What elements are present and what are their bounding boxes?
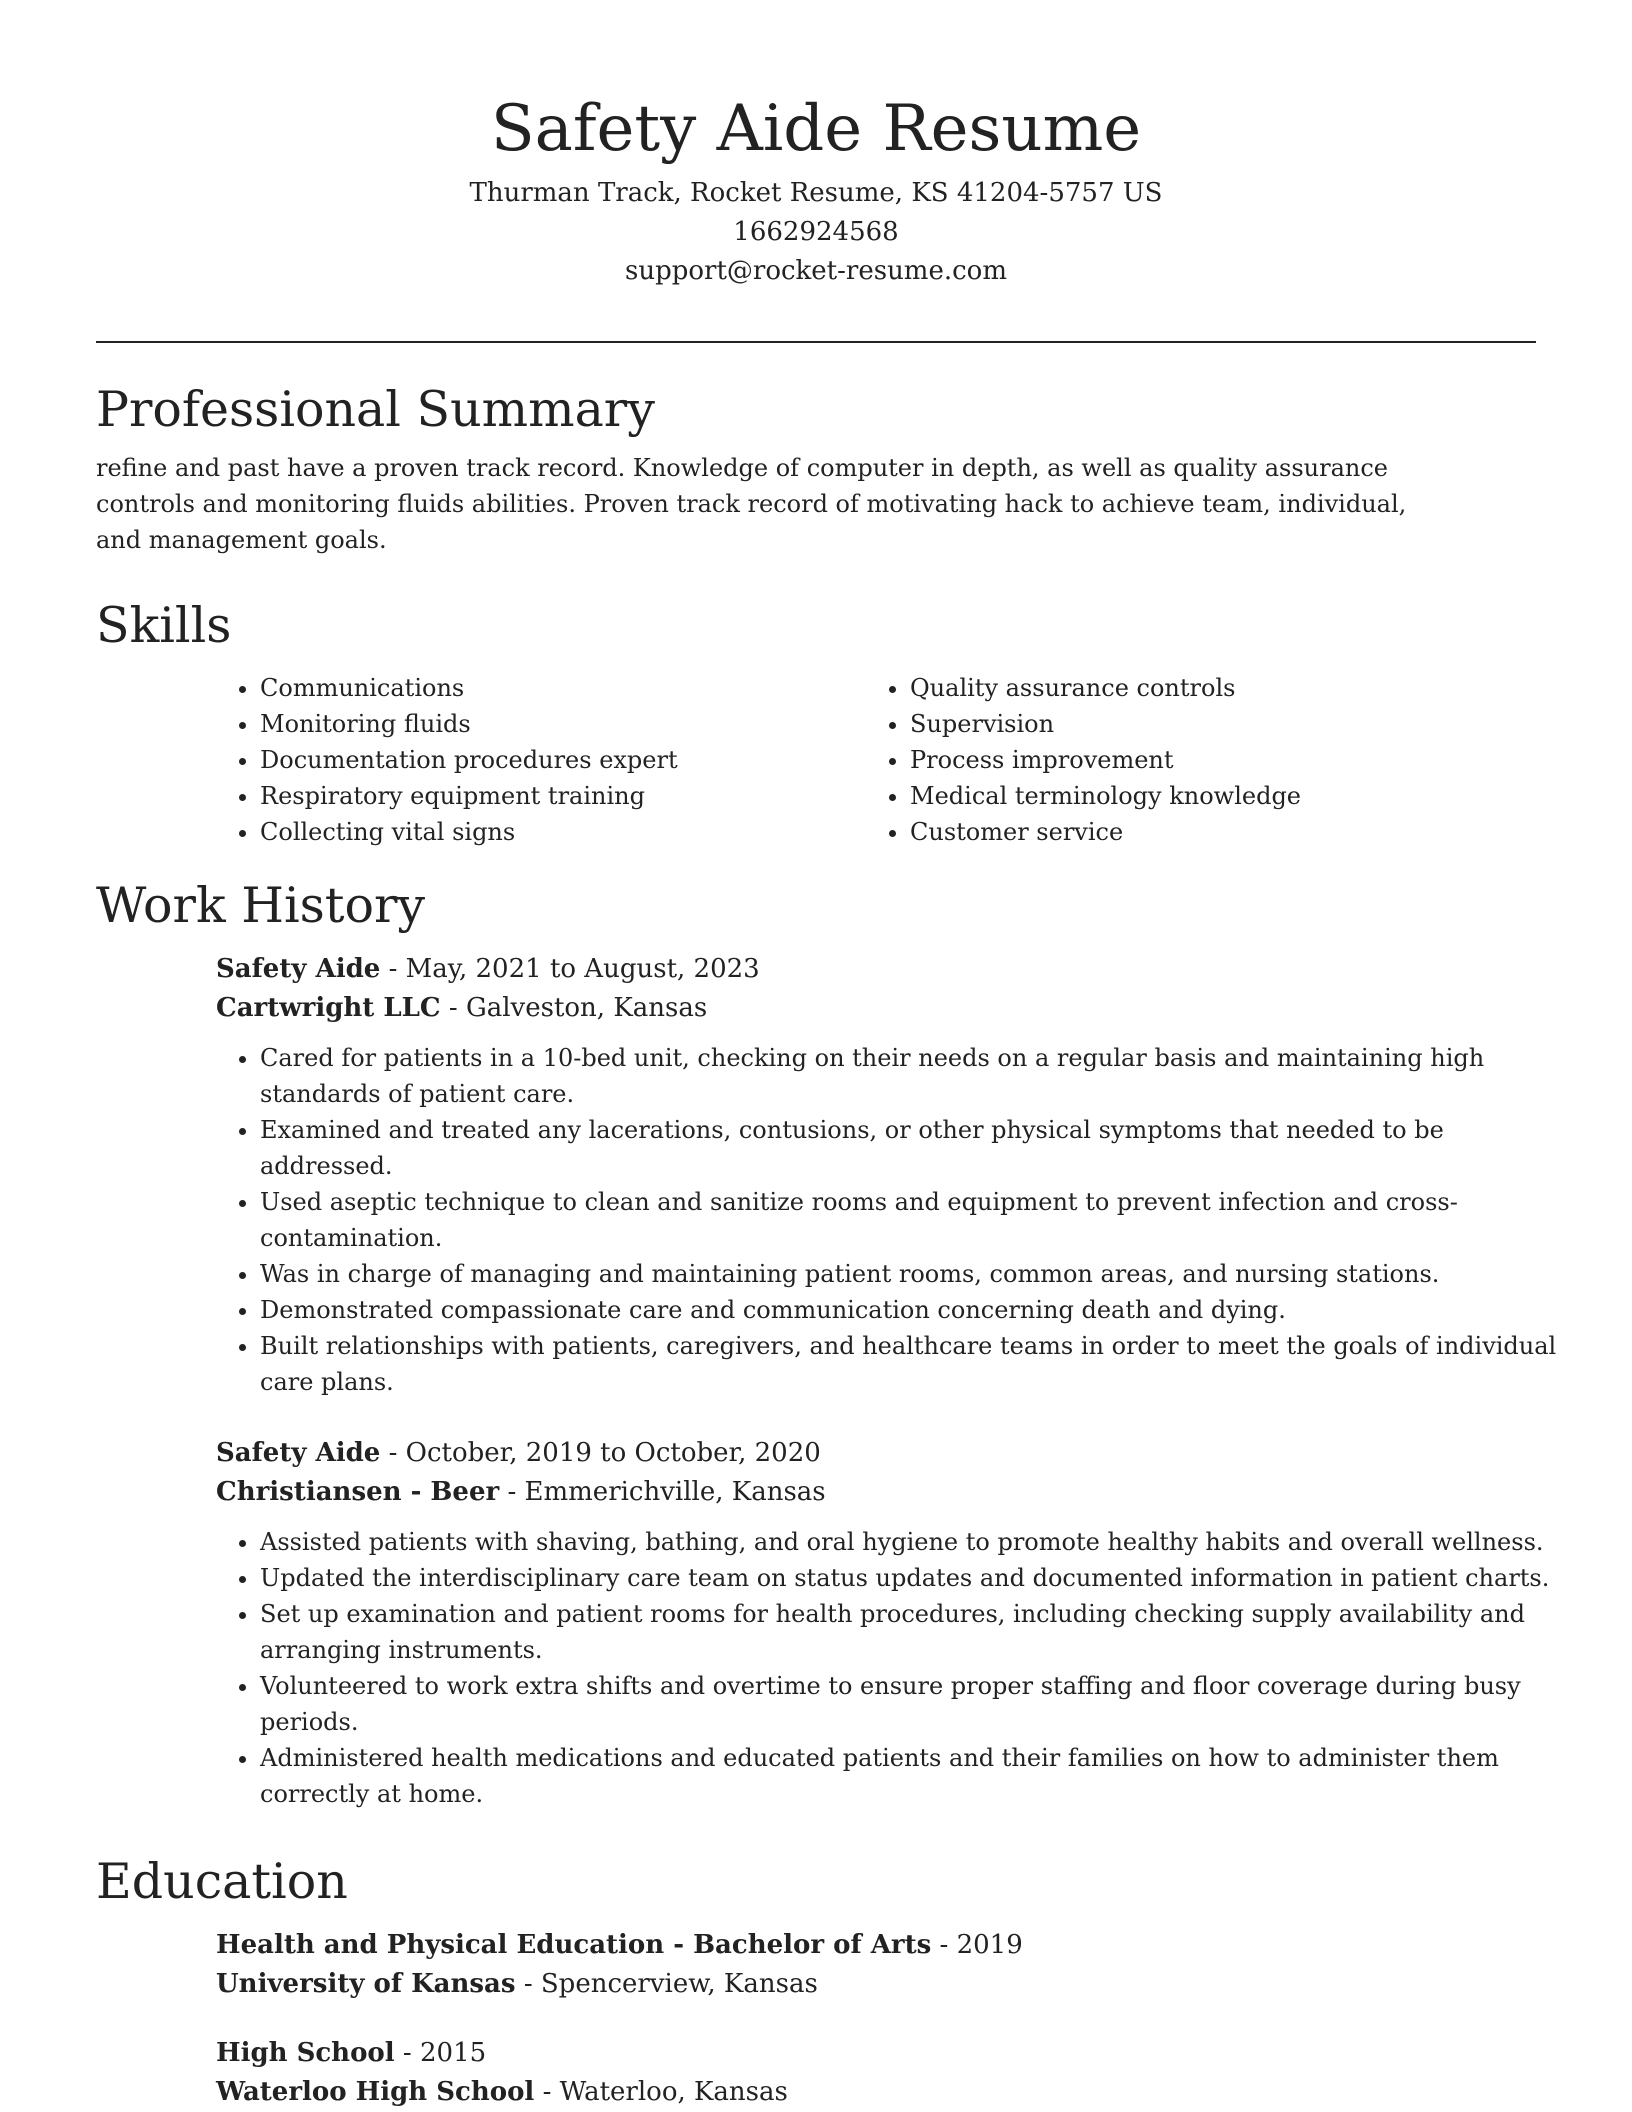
education-section [96, 1850, 1536, 2112]
education-year: 2015 [419, 2038, 487, 2068]
education-school: Waterloo High School [216, 2077, 535, 2107]
job-duties-list [216, 1524, 1580, 1812]
education-degree: High School [216, 2038, 395, 2068]
job-duty: • Set up examination and patient rooms for health procedures, including checking supply availability and arranging instruments. [260, 1596, 1580, 1668]
skills-list-right [866, 670, 1520, 850]
skills-grid [216, 670, 1536, 850]
education-degree: Health and Physical Education - Bachelor of Arts [216, 1930, 932, 1960]
job-company-line [216, 989, 1536, 1028]
separator: - [542, 2077, 560, 2107]
job-dates: October, 2019 to October, 2020 [405, 1438, 821, 1468]
summary-text: refine and past have a proven track record. Knowledge of computer in depth, as well as quality assurance controls and monitoring fluids abilities. Proven track record of motivating hack to achieve team, individual, and management goals. [96, 454, 1407, 554]
job-title-line [216, 950, 1536, 989]
education-degree-line [216, 2034, 1536, 2073]
summary-heading: Professional Summary [96, 381, 655, 438]
header-divider [96, 341, 1536, 343]
separator: - [507, 1477, 525, 1507]
job-duty: • Was in charge of managing and maintaining patient rooms, common areas, and nursing stations. [260, 1256, 1580, 1292]
separator: - [388, 954, 406, 984]
education-year: 2019 [956, 1930, 1023, 1960]
separator: - [523, 1969, 541, 1999]
job-duty: • Used aseptic technique to clean and sanitize rooms and equipment to prevent infection and cross-contamination. [260, 1184, 1580, 1256]
education-location: Spencerview, Kansas [540, 1969, 818, 1999]
skill-item: • Communications [260, 670, 866, 706]
job-title-line [216, 1434, 1536, 1473]
separator: - [388, 1438, 406, 1468]
job-duty: • Built relationships with patients, caregivers, and healthcare teams in order to meet the goals of individual care plans. [260, 1328, 1580, 1400]
skills-heading: Skills [96, 597, 232, 654]
job-duty: • Administered health medications and educated patients and their families on how to administer them correctly at home. [260, 1740, 1580, 1812]
job-duty: • Cared for patients in a 10-bed unit, checking on their needs on a regular basis and maintaining high standards of patient care. [260, 1040, 1580, 1112]
job-duty: • Demonstrated compassionate care and communication concerning death and dying. [260, 1292, 1580, 1328]
skill-item: • Documentation procedures expert [260, 742, 866, 778]
separator: - [448, 993, 466, 1023]
job-location: Emmerichville, Kansas [524, 1477, 826, 1507]
separator: - [402, 2038, 420, 2068]
skill-item: • Supervision [910, 706, 1520, 742]
skill-item: • Process improvement [910, 742, 1520, 778]
education-location: Waterloo, Kansas [559, 2077, 788, 2107]
job-company: Cartwright LLC [216, 993, 441, 1023]
job-duty: • Examined and treated any lacerations, contusions, or other physical symptoms that needed to be addressed. [260, 1112, 1580, 1184]
job-title: Safety Aide [216, 1438, 381, 1468]
skill-item: • Monitoring fluids [260, 706, 866, 742]
skills-section [96, 594, 1536, 850]
skill-item: • Medical terminology knowledge [910, 778, 1520, 814]
job-duty: • Assisted patients with shaving, bathing, and oral hygiene to promote healthy habits and overall wellness. [260, 1524, 1580, 1560]
job-dates: May, 2021 to August, 2023 [405, 954, 760, 984]
skill-item: • Customer service [910, 814, 1520, 850]
education-heading: Education [96, 1853, 348, 1910]
job-entry [216, 950, 1557, 1400]
resume-name: Safety Aide Resume [490, 92, 1142, 166]
job-entry [216, 1434, 1550, 1812]
job-company: Christiansen - Beer [216, 1477, 500, 1507]
education-entry [216, 2034, 1536, 2112]
skill-item: • Collecting vital signs [260, 814, 866, 850]
education-school-line [216, 1965, 1536, 2004]
skills-list-left [216, 670, 866, 850]
separator: - [939, 1930, 957, 1960]
job-title: Safety Aide [216, 954, 381, 984]
education-entry [216, 1926, 1536, 2004]
resume-header [0, 84, 1632, 291]
job-duty: • Volunteered to work extra shifts and overtime to ensure proper staffing and floor coverage during busy periods. [260, 1668, 1580, 1740]
education-school: University of Kansas [216, 1969, 516, 1999]
contact-email: support@rocket-resume.com [624, 256, 1007, 286]
work-history-heading: Work History [96, 877, 426, 934]
contact-phone: 1662924568 [733, 217, 899, 247]
skill-item: • Respiratory equipment training [260, 778, 866, 814]
job-location: Galveston, Kansas [465, 993, 708, 1023]
summary-section [96, 378, 1536, 558]
contact-address: Thurman Track, Rocket Resume, KS 41204-5757 US [469, 178, 1163, 208]
job-duties-list [216, 1040, 1580, 1400]
work-history-section [96, 874, 1557, 1812]
education-school-line [216, 2073, 1536, 2112]
skill-item: • Quality assurance controls [910, 670, 1520, 706]
job-company-line [216, 1473, 1536, 1512]
education-degree-line [216, 1926, 1536, 1965]
job-duty: • Updated the interdisciplinary care team on status updates and documented information in patient charts. [260, 1560, 1580, 1596]
